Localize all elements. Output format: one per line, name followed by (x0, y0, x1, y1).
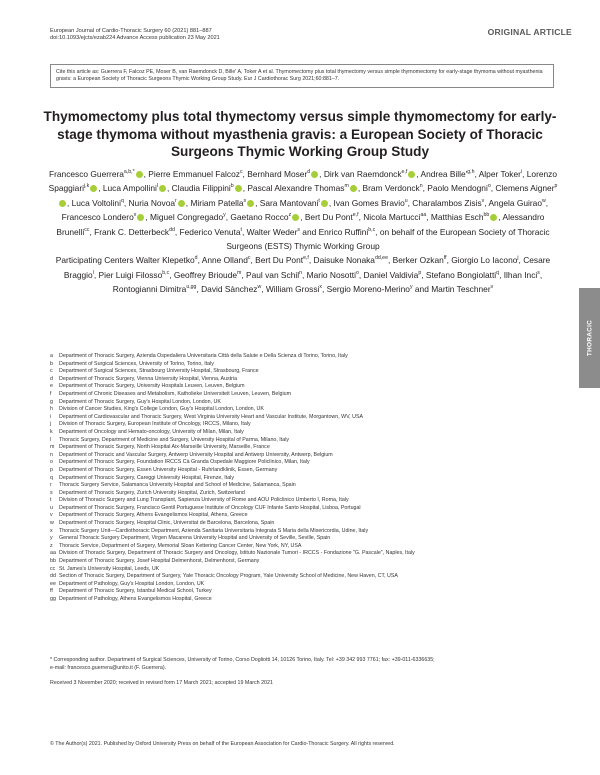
participant-affiliation-marks: c (247, 255, 251, 262)
affiliation-key: c (50, 368, 53, 375)
author-name: Bram Verdonck (362, 183, 420, 194)
participant (327, 284, 413, 294)
affiliation-key: s (50, 489, 53, 496)
author-affiliation-marks: dd (169, 226, 175, 233)
author-name: Angela Guirao (488, 197, 542, 208)
affiliation-key: v (50, 512, 53, 519)
affiliation-text: Thoracic Surgery, Department of Medicine and Surgery, University Hospital of Parma, Milano, Italy (59, 436, 290, 443)
participant-affiliation-marks: ff (443, 255, 447, 262)
author-name: Enrico Ruffini (318, 226, 369, 237)
author (421, 169, 475, 179)
affiliation-text: Division of Thoracic Surgery and Lung Transplant, Sapienza University of Rome and AOU Policlinico Umberto I, Roma, Italy (59, 497, 349, 504)
participant (426, 270, 499, 280)
participant-affiliation-marks: j (517, 255, 519, 262)
orcid-icon[interactable] (292, 214, 299, 221)
article-type-label: ORIGINAL ARTICLE (487, 27, 572, 37)
affiliation-text: Department of Pathology, Guy's Hospital London, London, UK (59, 580, 205, 587)
orcid-icon[interactable] (490, 214, 497, 221)
participant (174, 270, 242, 280)
affiliation-key: p (50, 466, 53, 473)
orcid-icon[interactable] (247, 200, 254, 207)
affiliation-text: Department of Surgical Sciences, University of Torino, Torino, Italy (59, 360, 214, 367)
participant-name: Ilhan Inci (503, 269, 538, 280)
participant-name: Walter Klepetko (135, 255, 195, 266)
affiliation-list (50, 353, 560, 604)
affiliation-key: dd (50, 573, 56, 580)
author-affiliation-marks: t (318, 198, 320, 205)
participant-name: Sergio Moreno-Merino (326, 284, 410, 295)
author (363, 212, 426, 222)
author-name: Alessandro Brunelli (56, 212, 545, 237)
affiliation-text: Department of Thoracic Surgery, Athens Evangelismos Hospital, Athens, Greece (59, 512, 248, 519)
affiliation-text: Thoracic Surgery Unit—Cardiothoracic Department, Azienda Sanitaria Universitaria Integrata S Maria della Misericordia, Udine, Italy (59, 527, 369, 534)
affiliation-item (50, 399, 560, 407)
participant (99, 270, 170, 280)
participant-name: Martin Teschner (431, 284, 491, 295)
affiliation-item (50, 528, 560, 536)
participant (364, 270, 422, 280)
author-affiliation-marks: e,f (401, 169, 408, 176)
affiliation-text: Department of Surgical Sciences, Strasbourg University Hospital, Strasbourg, France (59, 368, 259, 375)
participant-affiliation-marks: e,f (303, 255, 309, 262)
author-affiliation-marks: r (175, 198, 177, 205)
journal-line: European Journal of Cardio-Thoracic Surgery 60 (2021) 881–887 (50, 28, 212, 34)
affiliation-item (50, 543, 560, 551)
affiliation-text: Department of Thoracic Surgery, University Hospitals Leuven, Leuven, Belgium (59, 383, 245, 390)
affiliation-item (50, 437, 560, 445)
author-name: Matthias Esch (430, 212, 484, 223)
author-name: Nuria Novoa (128, 197, 176, 208)
affiliation-item (50, 490, 560, 498)
author (305, 212, 359, 222)
affiliation-key: q (50, 474, 53, 481)
participant-affiliation-marks: u,gg (186, 284, 197, 291)
participant-affiliation-marks: o (355, 270, 359, 277)
affiliation-text: Department of Thoracic Surgery, Foundation IRCCS Cà Granda Ospedale Maggiore Policlinico, Milan, Italy (59, 459, 310, 466)
author-affiliation-marks: c (239, 169, 243, 176)
affiliation-text: Division of Thoracic Surgery, European Institute of Oncology, IRCCS, Milano, Italy (59, 421, 251, 428)
author-affiliation-marks: s (243, 198, 247, 205)
author (247, 227, 300, 237)
affiliation-item (50, 475, 560, 483)
affiliation-text: Department of Thoracic Surgery, Azienda Ospedaliera Universitaria Città della Salute e Della Scienza di Torino, Torino, Italy (59, 353, 348, 359)
author (180, 227, 242, 237)
author-name: Lorenzo Spaggiari (48, 169, 558, 194)
affiliation-key: l (50, 436, 52, 443)
affiliation-item (50, 535, 560, 543)
affiliation-item (50, 361, 560, 369)
affiliation-item (50, 520, 560, 528)
affiliation-text: Department of Cardiovascular and Thoracic Surgery, West Virginia University Heart and Vascular Institute, Morgantown, WV, USA (59, 413, 364, 420)
author-name: Alper Toker (478, 169, 521, 179)
affiliation-item (50, 353, 560, 361)
affiliation-key: m (50, 444, 55, 451)
affiliation-key: n (50, 451, 53, 458)
author (190, 198, 255, 208)
affiliation-text: Department of Oncology and Hemato-oncology, University of Milan, Milan, Italy (59, 428, 244, 435)
participant-name: Paul van Schil (246, 269, 300, 280)
author-name: Walter Weder (246, 226, 298, 237)
author-name: Luca Ampollini (102, 183, 157, 194)
author-affiliation-marks: z (288, 212, 292, 219)
author-affiliation-marks: v (481, 198, 485, 205)
affiliation-item (50, 550, 560, 558)
affiliation-key: r (50, 482, 52, 489)
affiliation-item (50, 573, 560, 581)
participant-name: Daniel Valdivia (363, 269, 419, 280)
author-affiliation-marks: p (554, 183, 558, 190)
participant-affiliation-marks: m (237, 270, 242, 277)
affiliation-text: Section of Thoracic Surgery, Department of Surgery, Yale Thoracic Oncology Program, Yale University School of Medicine, New Haven, CT, USA (59, 573, 398, 580)
participant (431, 284, 493, 294)
affiliation-text: Department of Thoracic Surgery, Istanbul Medical School, Turkey (59, 588, 212, 595)
participant (136, 255, 198, 265)
author-name: Bernhard Moser (247, 169, 308, 179)
author (427, 183, 490, 193)
correspondence-line-1: * Corresponding author. Department of Surgical Sciences, University of Torino, Corso Dogliotti 14, 10126 Torino, Italy. Tel: +39 342 993 7761; fax: +39-011-6336635; (50, 657, 435, 663)
affiliation-text: Thoracic Service, Department of Surgery, Memorial Sloan Kettering Cancer Center, New York, NY, USA (59, 542, 302, 549)
author-name: Sara Mantovani (259, 197, 319, 208)
affiliation-text: Thoracic Surgery Service, Salamanca University Hospital and School of Medicine, Salamanca, Spain (59, 482, 296, 489)
author-affiliation-marks: b (230, 183, 234, 190)
affiliation-text: Department of Pathology, Athens Evangelismos Hospital, Greece (59, 596, 212, 602)
participant-affiliation-marks: dd,ee (374, 255, 388, 262)
participant (307, 270, 359, 280)
copyright-notice: © The Author(s) 2021. Published by Oxford University Press on behalf of the European Association for Cardio-Thoracic Surgery. All rights reserved. (50, 741, 395, 747)
participant-affiliation-marks: w (257, 284, 262, 291)
author-affiliation-marks: b,c (368, 226, 376, 233)
orcid-icon[interactable] (311, 171, 318, 178)
correspondence-line-2: e-mail: francesco.guerrera@unito.it (F. Guerrera). (50, 664, 167, 671)
orcid-icon[interactable] (235, 185, 242, 192)
participant (255, 255, 309, 265)
author-affiliation-marks: y (223, 212, 226, 219)
affiliation-key: ee (50, 580, 56, 587)
affiliation-text: Department of Chronic Diseases and Metabolism, Katholieke Universiteit Leuven, Leuven, Belgium (59, 390, 292, 397)
affiliation-key: a (50, 353, 53, 359)
author (324, 169, 417, 179)
affiliation-text: St. James's University Hospital, Leeds, UK (59, 565, 160, 572)
affiliation-item (50, 505, 560, 513)
author-affiliation-marks: s (297, 226, 300, 233)
author-name: Francesco Guerrera (48, 169, 124, 179)
author (479, 169, 522, 179)
author (412, 198, 484, 208)
affiliation-text: Division of Cancer Studies, King's College London, Guy's Hospital London, London, UK (59, 406, 264, 413)
author (247, 183, 357, 193)
affiliation-text: Department of Thoracic Surgery, North Hospital Aix-Marseille University, Marseille, France (59, 444, 270, 451)
affiliation-item (50, 452, 560, 460)
article-title: Thymomectomy plus total thymectomy versus simple thymomectomy for early-stage thymoma without myasthenia gravis: a European Society of Thoracic Surgeons Thymic Working Group Study (43, 109, 557, 160)
author-affiliation-marks: l (156, 183, 159, 190)
participant-name: Stefano Bongiolatti (425, 269, 497, 280)
participant-name: Pier Luigi Filosso (98, 269, 163, 280)
orcid-icon[interactable] (136, 171, 143, 178)
author-affiliation-marks: x (133, 212, 137, 219)
orcid-icon[interactable] (178, 200, 185, 207)
author-name: Gaetano Rocco (230, 212, 289, 223)
author-affiliation-marks: d (307, 169, 311, 176)
author (128, 198, 185, 208)
participant-affiliation-marks: q (496, 270, 500, 277)
journal-header (50, 28, 220, 43)
author (72, 198, 124, 208)
participant-name: Geoffrey Brioude (173, 269, 238, 280)
affiliation-key: gg (50, 596, 56, 602)
participant (314, 255, 388, 265)
author-name: Charalambos Zisis (412, 197, 482, 208)
affiliation-key: cc (50, 565, 56, 572)
participant (266, 284, 322, 294)
author-affiliation-marks: o (487, 183, 491, 190)
affiliation-key: i (50, 413, 52, 420)
participant (246, 270, 302, 280)
participant-affiliation-marks: v (490, 284, 494, 291)
author-name: Clemens Aigner (495, 183, 555, 194)
affiliation-key: g (50, 398, 53, 405)
author (431, 212, 498, 222)
author-name: Bert Du Pont (304, 212, 353, 223)
author (172, 183, 243, 193)
author (362, 183, 422, 193)
author (148, 169, 242, 179)
participant (451, 255, 518, 265)
participant-name: Anne Olland (201, 255, 248, 266)
affiliation-key: h (50, 406, 53, 413)
affiliation-key: bb (50, 558, 56, 565)
author-name: Paolo Mendogni (427, 183, 488, 194)
author-affiliation-marks: a,b,* (123, 169, 135, 176)
affiliation-text: Department of Thoracic and Vascular Surgery, Antwerp University Hospital and Antwerp University, Antwerp, Belgium (59, 451, 333, 458)
participant-affiliation-marks: b,c (162, 270, 170, 277)
affiliation-key: d (50, 375, 53, 382)
affiliation-item (50, 414, 560, 422)
author (230, 212, 300, 222)
author-affiliation-marks: i (520, 169, 523, 176)
author-name: Federico Venuta (179, 226, 241, 237)
author (260, 198, 329, 208)
affiliation-key: e (50, 383, 53, 390)
participant-name: Mario Nosotti (306, 269, 356, 280)
correspondence (50, 657, 560, 672)
participant (202, 255, 251, 265)
affiliation-item (50, 421, 560, 429)
affiliation-key: ff (50, 588, 53, 595)
section-side-tab (579, 288, 600, 388)
citation-box (50, 64, 554, 88)
author (334, 198, 408, 208)
author-affiliation-marks: e,f (352, 212, 359, 219)
participant-affiliation-marks: y (409, 284, 413, 291)
author-name: Dirk van Raemdonck (323, 169, 402, 179)
participant-name: Rontogianni Dimitra (112, 284, 187, 295)
author-name: Miguel Congregado (150, 212, 224, 223)
affiliation-item (50, 406, 560, 414)
affiliation-item (50, 558, 560, 566)
participant (504, 270, 540, 280)
author (488, 198, 545, 208)
participant-affiliation-marks: x (319, 284, 322, 291)
participant (113, 284, 197, 294)
affiliation-key: o (50, 459, 53, 466)
affiliation-text: Division of Thoracic Surgery, Department of Thoracic Surgery and Oncology, Istituto Nazionale Tumori - IRCCS - Fondazione "G. Pascale", Naples, Italy (59, 550, 415, 557)
affiliation-item (50, 444, 560, 452)
author-affiliation-marks: m (344, 183, 349, 190)
orcid-icon[interactable] (408, 171, 415, 178)
author-name: Frank C. Detterbeck (94, 226, 170, 237)
affiliation-key: b (50, 360, 53, 367)
participant-affiliation-marks: d (194, 255, 198, 262)
author-affiliation-marks: t (240, 226, 242, 233)
author (319, 227, 376, 237)
author-affiliation-marks: w (542, 198, 546, 205)
affiliation-text: Department of Thoracic Surgery, Essen University Hospital - Ruhrlandklinik, Essen, Germany (59, 466, 278, 473)
affiliation-item (50, 581, 560, 589)
author (49, 169, 144, 179)
affiliation-key: t (50, 497, 52, 504)
doi-line: doi:10.1093/ejcts/ezab224 Advance Access publication 23 May 2021 (50, 35, 220, 42)
affiliation-item (50, 482, 560, 490)
participant-affiliation-marks: l (92, 270, 94, 277)
author-name: Francesco Londero (61, 212, 134, 223)
affiliation-text: Department of Thoracic Surgery, Careggi University Hospital, Firenze, Italy (59, 474, 234, 481)
affiliation-item (50, 566, 560, 574)
affiliation-item (50, 588, 560, 596)
participant (393, 255, 447, 265)
participant-affiliation-marks: s (537, 270, 540, 277)
affiliation-key: k (50, 428, 53, 435)
author-name: Miriam Patella (190, 197, 244, 208)
author-name: Ivan Gomes Bravio (333, 197, 405, 208)
author-name: Nicola Martucci (363, 212, 421, 223)
author (62, 212, 146, 222)
participant-name: David Sànchez (201, 284, 258, 295)
affiliation-text: Department of Thoracic Surgery, Francisco Gentil Portuguese Institute of Oncology CUF Infante Santo Hospital, Lisboa, Portugal (59, 504, 361, 511)
affiliation-key: aa (50, 550, 56, 557)
affiliation-item (50, 497, 560, 505)
citation-text: Cite this article as: Guerrera F, Falcoz PE, Moser B, van Raemdonck D, Bille' A, Toker A et al. Thymomectomy plus total thymectomy versus simple thymomectomy for early-stage thymoma without myasthenia gravis: a European Society of Thoracic Surgeons Thymic Working Group Study. Eur J Cardiothorac Surg 2021;60:881–7. (56, 69, 543, 83)
author-name: Luca Voltolini (71, 197, 121, 208)
author-name: Pascal Alexandre Thomas (247, 183, 345, 194)
affiliation-item (50, 459, 560, 467)
author (103, 183, 167, 193)
author-name: Andrea Bille' (420, 169, 468, 179)
affiliation-key: u (50, 504, 53, 511)
affiliation-text: Department of Thoracic Surgery, Josef Hospital Delmenhorst, Delmenhorst, Germany (59, 558, 260, 565)
affiliation-text: Department of Thoracic Surgery, Hospital Clinic, Universitat de Barcelona, Barcelona, Spain (59, 520, 275, 527)
orcid-icon[interactable] (350, 185, 357, 192)
author-affiliation-marks: n (419, 183, 423, 190)
affiliation-key: j (50, 421, 52, 428)
participant-affiliation-marks: p (418, 270, 422, 277)
author-list: Francesco Guerrera$^{a,b,*}$ , Pierre Emmanuel Falcoz$^c$, Bernhard Moser$^d$ , Dirk van Raemdonck$^{e,f}$ , Andrea $Bille'^{g,h}$, Alper Toker$^i$, Lorenzo Spaggiari$^{j,k}$ , Luca Ampollini$^l$ , Claudia Filippini$^b$ , Pascal Alexandre Thomas$^m$ , Bram Verdonck$^n$, Paolo Mendogni$^o$, Clemens Aigner$^p$, Luca Voltolini$^q$, Nuria Novoa$^r$ , Miriam Patella$^s$ , Sara Mantovani$^t$ , Ivan Gomes Bravio$^u$, Charalambos Zisis$^v$, Angela Guirao$^w$, Francesco Londero$^x$ , Miguel Congregado$^y$, Gaetano Rocco$^z$ , Bert Du Pont$^{e,f}$, Nicola Martucci$^{aa}$, Matthias Esch$^{bb}$ , Alessandro Brunelli$^{cc}$, Frank C. Detterbeck$^{dd}$, Federico Venuta$^t$, Walter Weder$^s$ and Enrico Ruffini$^{b,c}$, on behalf of the European Society of Thoracic Surgeons (ESTS) Thymic Working Group Participating Centers Walter Klepetko$^d$, Anne Olland$^c$, Bert Du Pont$^{e,f}$, Daisuke Nonaka$^{dd,ee}$, Berker Ozkan$^{ff}$, Giorgio Lo Iacono$^j$, Cesare Braggio$^l$, Pier Luigi Filosso$^{b,c}$, Geoffrey Brioude$^m$, Paul van Schil$^n$, Mario Nosotti$^o$, Daniel Valdivia$^p$, Stefano Bongiolatti$^q$, Ilhan Inci$^s$, Rontogianni Dimitra$^{u,gg}$, David Sànchez$^w$, William Grossi$^x$, Sergio Moreno-Merino$^y$ and Martin Teschner$^v$ (48, 169, 558, 295)
participant-name: Daisuke Nonaka (313, 255, 375, 266)
author-affiliation-marks: cc (84, 226, 90, 233)
affiliation-item (50, 391, 560, 399)
author-affiliation-marks: j,k (84, 183, 90, 190)
participant-name: Bert Du Pont (255, 255, 304, 266)
affiliation-item (50, 429, 560, 437)
participant-affiliation-marks: n (299, 270, 302, 277)
affiliation-item (50, 383, 560, 391)
participant (201, 284, 261, 294)
affiliation-key: y (50, 535, 53, 542)
participant-name: Berker Ozkan (392, 255, 444, 266)
author-name: Pierre Emmanuel Falcoz (148, 169, 240, 179)
orcid-icon[interactable] (156, 183, 166, 192)
affiliation-item (50, 512, 560, 520)
orcid-icon[interactable] (321, 200, 328, 207)
author-affiliation-marks: aa (420, 212, 427, 219)
received-dates: Received 3 November 2020; received in revised form 17 March 2021; accepted 19 March 2021 (50, 680, 273, 686)
side-tab-label: THORACIC (586, 319, 593, 357)
author-affiliation-marks: q (120, 198, 124, 205)
affiliation-key: f (50, 390, 52, 397)
participant-name: William Grossi (265, 284, 320, 295)
author-name: Claudia Filippini (171, 183, 231, 194)
affiliation-item (50, 376, 560, 384)
affiliation-text: General Thoracic Surgery Department, Virgen Macarena University Hospital and University of Seville, Seville, Spain (59, 535, 331, 542)
author (247, 169, 319, 179)
orcid-icon[interactable] (137, 214, 144, 221)
affiliation-key: x (50, 527, 53, 534)
orcid-icon[interactable] (90, 185, 97, 192)
affiliation-key: z (50, 542, 53, 549)
author-affiliation-marks: bb (483, 212, 490, 219)
affiliation-key: w (50, 520, 54, 527)
affiliation-item (50, 467, 560, 475)
affiliation-text: Department of Thoracic Surgery, Guy's Hospital London, London, UK (59, 398, 221, 405)
author-affiliation-marks: g,h (467, 169, 475, 176)
participant-name: Cesare Braggio (63, 255, 551, 280)
orcid-icon[interactable] (59, 200, 66, 207)
author (94, 227, 175, 237)
participant-name: Giorgio Lo Iacono (451, 255, 518, 266)
affiliation-text: Department of Thoracic Surgery, Zurich University Hospital, Zurich, Switzerland (59, 489, 245, 496)
affiliation-text: Department of Thoracic Surgery, Vienna University Hospital, Vienna, Austria (59, 375, 238, 382)
author (150, 212, 226, 222)
participating-label: Participating Centers (55, 255, 134, 266)
affiliation-item (50, 368, 560, 376)
affiliation-item (50, 596, 560, 604)
group-line: on behalf of the European Society of Thoracic Surgeons (ESTS) Thymic Working Group (226, 226, 550, 252)
author-affiliation-marks: u (404, 198, 408, 205)
